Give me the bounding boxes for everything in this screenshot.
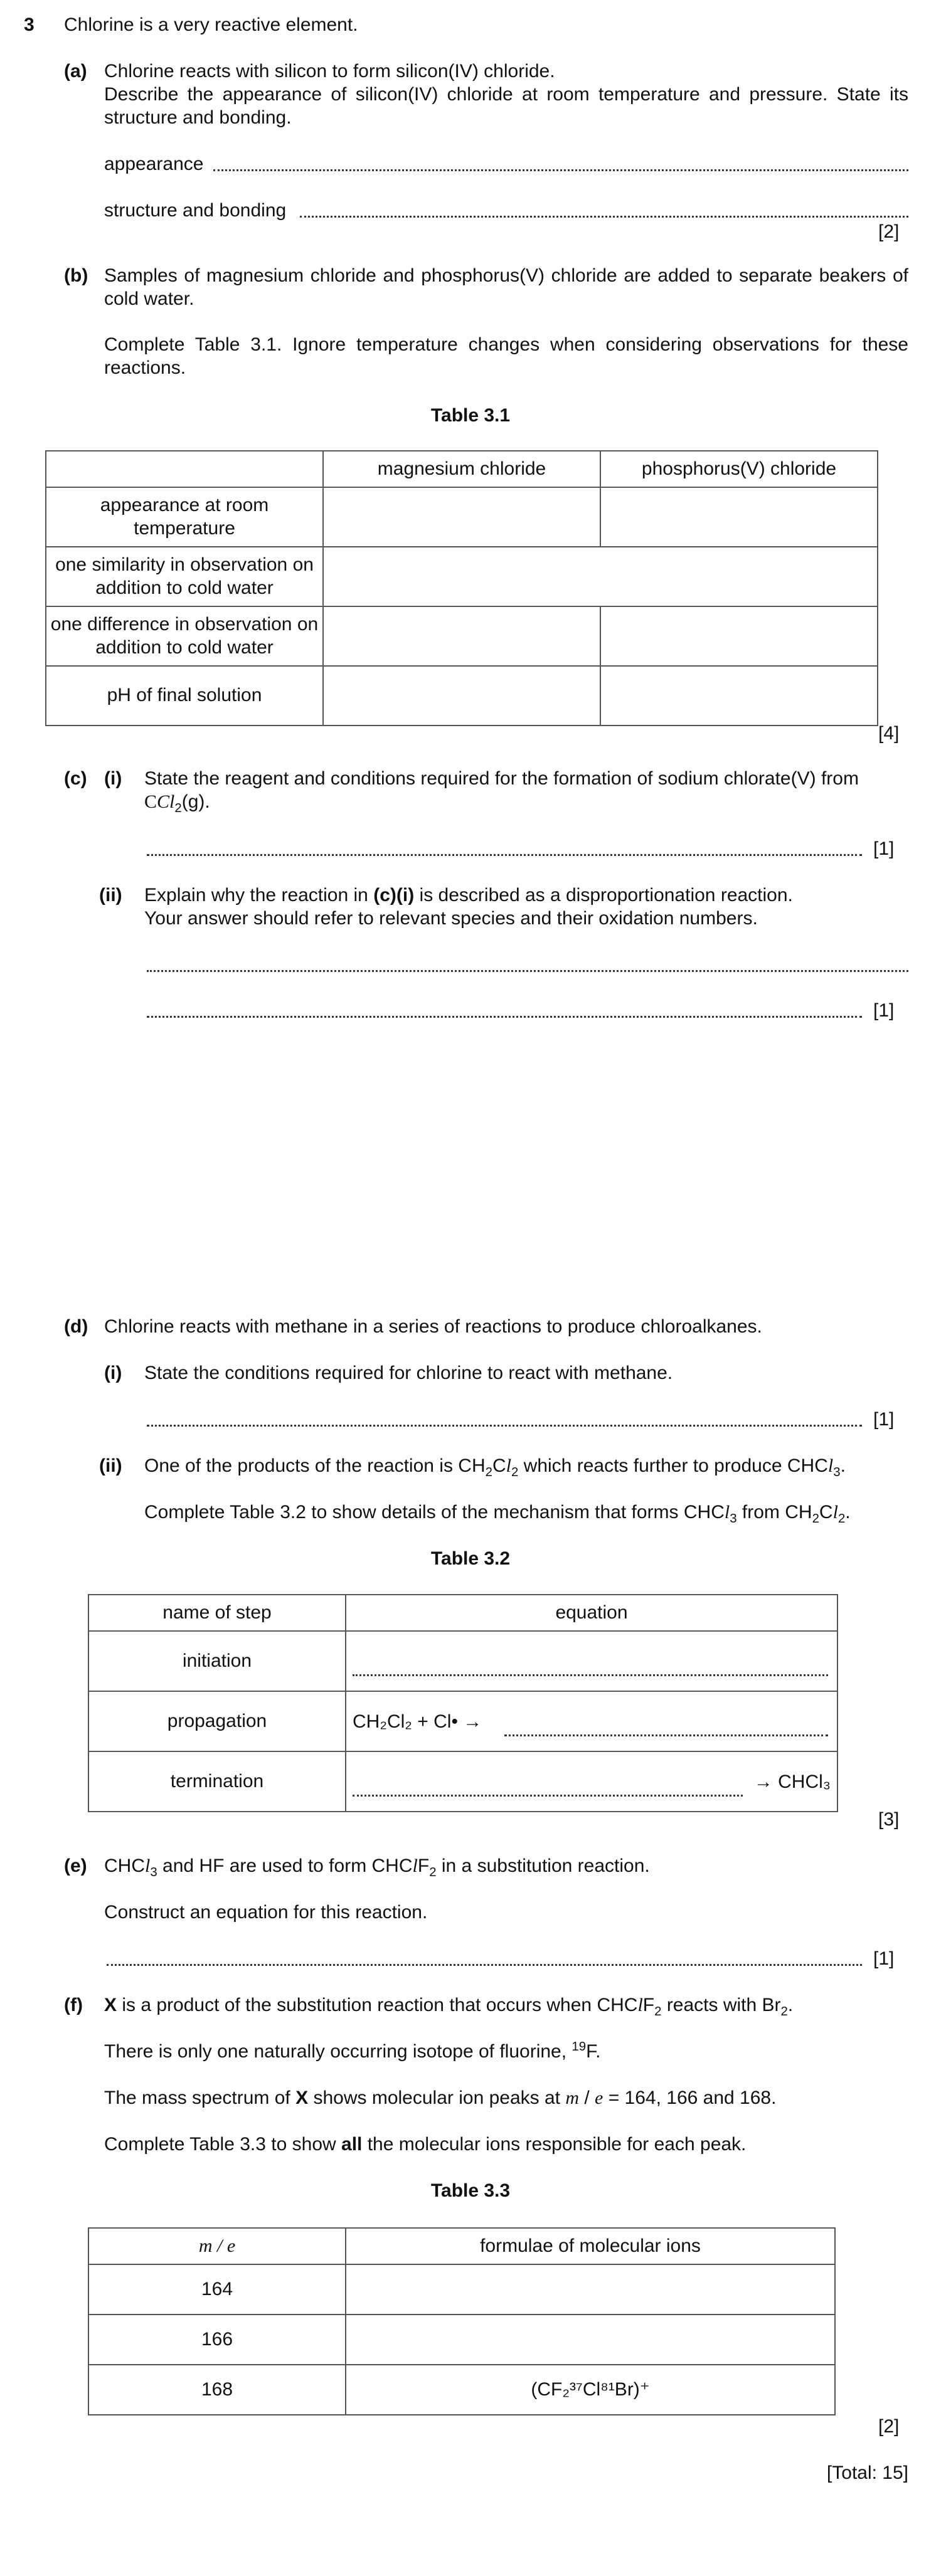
part-c-i-formula: CCl$_2$(g). <box>144 791 210 815</box>
table-3-3-title: Table 3.3 <box>430 2180 511 2201</box>
step-termination: termination <box>88 1751 346 1812</box>
answer-line-initiation[interactable] <box>353 1674 828 1676</box>
marks-c-i: [1] <box>873 838 895 859</box>
part-c-i-text: State the reagent and conditions required for the formation of sodium chlorate(V) from <box>144 768 859 789</box>
row-label-similarity: one similarity in observation on addition to cold water <box>46 547 323 606</box>
question-number: 3 <box>24 14 35 35</box>
answer-cell[interactable] <box>600 666 878 726</box>
part-d-i-label: (i) <box>104 1363 122 1383</box>
step-propagation: propagation <box>88 1691 346 1751</box>
part-f-text-1: X is a product of the substitution reaction that occurs when CHClF$_2$ reacts with $Br_2$. <box>104 1995 794 2019</box>
part-f-text-2: There is only one naturally occurring isotope of fluorine, $^{19}$F. <box>104 2040 601 2062</box>
propagation-equation: CH₂Cl₂ + Cl• → <box>353 1711 482 1732</box>
part-b-text-2: Complete Table 3.1. Ignore temperature changes when considering observations for these reactions. <box>104 334 908 378</box>
answer-cell[interactable] <box>323 606 600 666</box>
answer-cell[interactable] <box>600 606 878 666</box>
part-a-label: (a) <box>64 61 87 82</box>
mass-164: 164 <box>88 2264 346 2315</box>
table-3-3 <box>88 2227 836 2415</box>
marks-d-i: [1] <box>873 1409 895 1430</box>
part-c-i-label: (i) <box>104 768 122 789</box>
part-d-ii-text-1: One of the products of the reaction is $CH_2Cl_2$ which reacts further to produce CHCl$_3$. <box>144 1455 846 1479</box>
part-b-label: (b) <box>64 265 88 286</box>
answer-cell[interactable] <box>346 2315 835 2365</box>
header-name-of-step: name of step <box>88 1595 346 1631</box>
part-c-ii-text-1: Explain why the reaction in (c)(i) is described as a disproportionation reaction. <box>144 885 793 905</box>
part-d-i-text: State the conditions required for chlorine to react with methane. <box>144 1363 673 1383</box>
mass-166: 166 <box>88 2315 346 2365</box>
answer-line-c-ii[interactable] <box>147 1016 862 1018</box>
table-3-1-corner <box>46 451 323 487</box>
marks-a: [2] <box>878 221 900 242</box>
answer-line-termination[interactable] <box>353 1795 743 1797</box>
answer-cell[interactable] <box>346 1751 837 1812</box>
header-m-over-e: m / e <box>88 2228 346 2264</box>
answer-cell[interactable] <box>323 487 600 547</box>
table-3-2-title: Table 3.2 <box>430 1548 511 1569</box>
part-d-ii-text-2: Complete Table 3.2 to show details of the mechanism that forms CHCl$_3$ from $CH_2Cl_2$. <box>144 1502 851 1526</box>
part-f-text-4: Complete Table 3.3 to show all the molecular ions responsible for each peak. <box>104 2134 747 2155</box>
answer-cell[interactable] <box>346 1631 837 1691</box>
answer-line-structure[interactable] <box>300 216 908 218</box>
marks-d-ii: [3] <box>878 1809 900 1830</box>
part-a-text-1: Chlorine reacts with silicon to form silicon(IV) chloride. <box>104 61 555 82</box>
appearance-label: appearance <box>104 154 204 174</box>
answer-cell[interactable] <box>346 1691 837 1751</box>
header-phosphorus-chloride: phosphorus(V) chloride <box>600 451 878 487</box>
part-f-label: (f) <box>64 1995 83 2015</box>
answer-line-c-ii[interactable] <box>147 970 908 972</box>
header-equation: equation <box>346 1595 837 1631</box>
part-d-ii-label: (ii) <box>99 1455 122 1476</box>
step-initiation: initiation <box>88 1631 346 1691</box>
part-d-text: Chlorine reacts with methane in a series of reactions to produce chloroalkanes. <box>104 1316 762 1337</box>
part-b-text-1: Samples of magnesium chloride and phosphorus(V) chloride are added to separate beakers of cold water. <box>104 265 908 309</box>
structure-bonding-label: structure and bonding <box>104 200 287 221</box>
answer-line-d-i[interactable] <box>147 1425 862 1427</box>
header-formulae: formulae of molecular ions <box>346 2228 835 2264</box>
given-answer: (CF₂³⁷Cl⁸¹Br)⁺ <box>346 2365 835 2415</box>
marks-c-ii: [1] <box>873 1000 895 1021</box>
part-c-label: (c) <box>64 768 87 789</box>
answer-line-appearance[interactable] <box>213 169 908 171</box>
row-label-ph: pH of final solution <box>46 666 323 726</box>
marks-e: [1] <box>873 1948 895 1969</box>
part-a-text-2: Describe the appearance of silicon(IV) chloride at room temperature and pressure. State its structure and bonding. <box>104 84 908 128</box>
row-label-appearance: appearance at room temperature <box>46 487 323 547</box>
termination-equation: → CHCl₃ <box>753 1771 831 1792</box>
answer-cell[interactable] <box>346 2264 835 2315</box>
table-3-2 <box>88 1594 838 1812</box>
part-d-label: (d) <box>64 1316 88 1337</box>
part-e-text-2: Construct an equation for this reaction. <box>104 1902 428 1923</box>
part-f-text-3: The mass spectrum of X shows molecular ion peaks at m / e = 164, 166 and 168. <box>104 2088 777 2108</box>
marks-b: [4] <box>878 723 900 744</box>
table-3-1 <box>45 450 878 726</box>
answer-cell[interactable] <box>323 547 878 606</box>
total-marks: [Total: 15] <box>826 2463 908 2483</box>
part-c-ii-label: (ii) <box>99 885 122 905</box>
mass-168: 168 <box>88 2365 346 2415</box>
answer-cell[interactable] <box>323 666 600 726</box>
marks-f: [2] <box>878 2416 900 2437</box>
table-3-1-title: Table 3.1 <box>430 405 511 426</box>
row-label-difference: one difference in observation on addition to cold water <box>46 606 323 666</box>
question-intro: Chlorine is a very reactive element. <box>64 14 358 35</box>
header-magnesium-chloride: magnesium chloride <box>323 451 600 487</box>
part-c-ii-text-2: Your answer should refer to relevant species and their oxidation numbers. <box>144 908 758 929</box>
answer-line-propagation[interactable] <box>504 1734 828 1736</box>
answer-line-c-i[interactable] <box>147 854 862 856</box>
answer-line-e[interactable] <box>107 1964 862 1966</box>
answer-cell[interactable] <box>600 487 878 547</box>
part-e-text-1: CHCl$_3$ and HF are used to form CHClF$_2$ in a substitution reaction. <box>104 1855 650 1879</box>
part-e-label: (e) <box>64 1855 87 1876</box>
